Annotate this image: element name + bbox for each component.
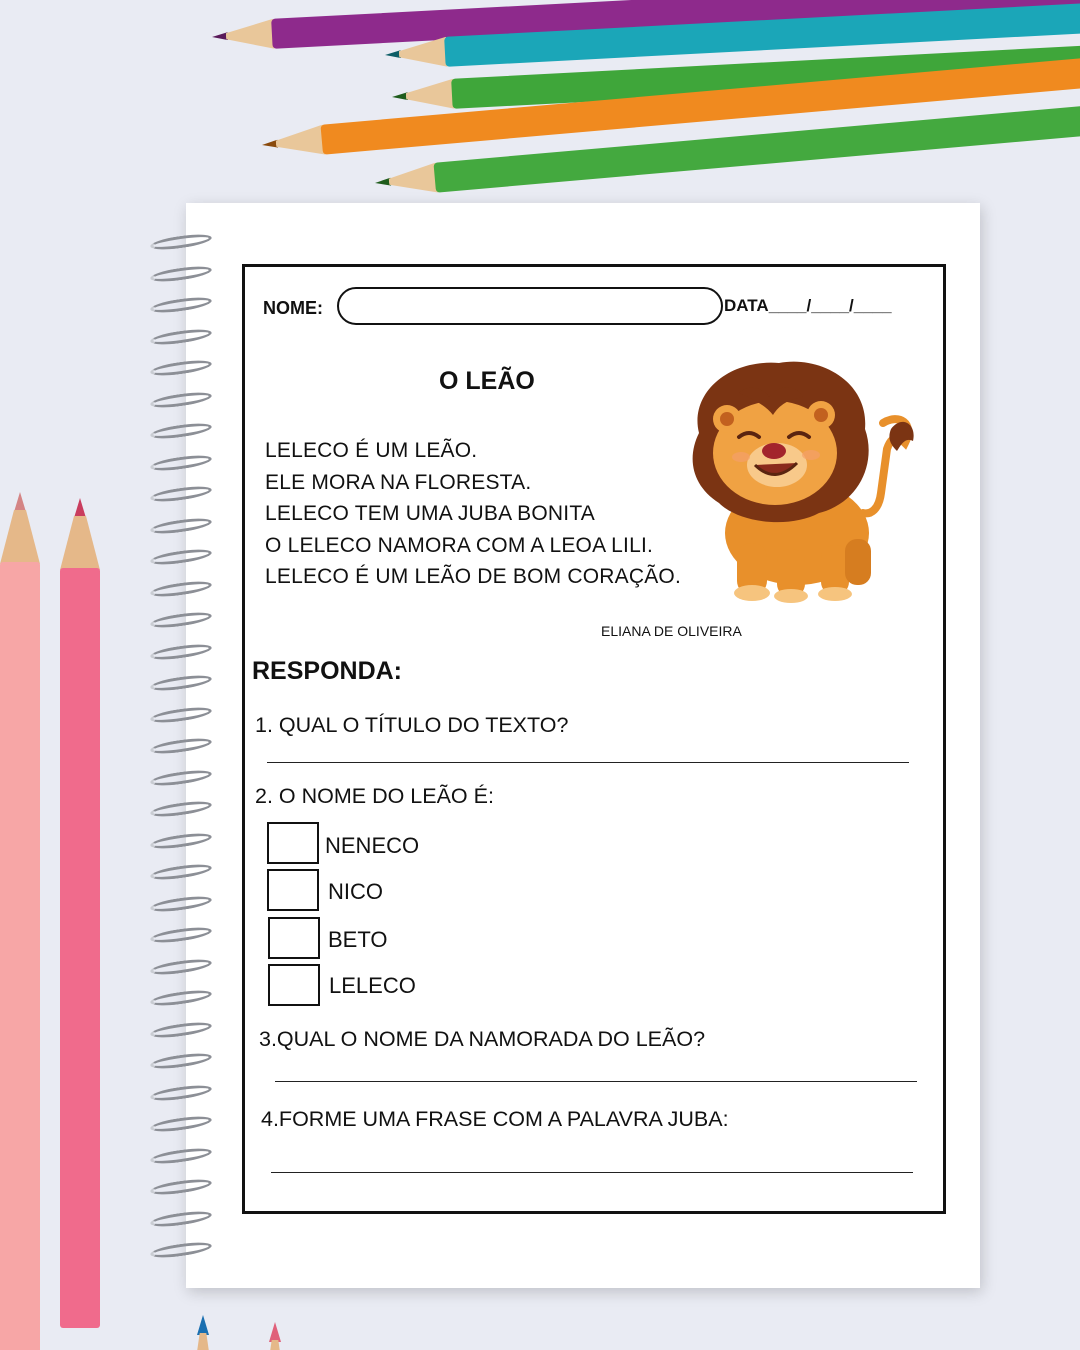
- spiral-ring: [149, 421, 212, 442]
- option-label-beto: BETO: [328, 927, 388, 952]
- name-field[interactable]: [337, 287, 723, 325]
- spiral-ring: [149, 358, 212, 379]
- light-pink-pencil: [0, 492, 40, 1350]
- date-field[interactable]: DATA____/____/____: [724, 296, 892, 315]
- spiral-ring: [149, 1208, 212, 1229]
- worksheet: [242, 264, 946, 1214]
- spiral-ring: [149, 641, 212, 662]
- spiral-ring: [149, 736, 212, 757]
- story-line: LELECO É UM LEÃO.: [265, 439, 478, 462]
- spiral-ring: [149, 326, 212, 347]
- spiral-ring: [149, 799, 212, 820]
- option-checkbox-beto[interactable]: [268, 917, 320, 959]
- spiral-ring: [149, 578, 212, 599]
- story-text: [265, 435, 681, 593]
- spiral-ring: [149, 1177, 212, 1198]
- spiral-ring: [149, 610, 212, 631]
- question-2: 2. O NOME DO LEÃO É:: [255, 784, 494, 808]
- pink-pencil-tip: [264, 1322, 286, 1350]
- blue-pencil-tip: [192, 1315, 214, 1350]
- spiral-ring: [149, 862, 212, 883]
- option-checkbox-nico[interactable]: [267, 869, 319, 911]
- spiral-ring: [149, 1145, 212, 1166]
- answer-line-4[interactable]: [271, 1172, 913, 1173]
- option-checkbox-neneco[interactable]: [267, 822, 319, 864]
- respond-heading: RESPONDA:: [252, 657, 403, 685]
- spiral-ring: [149, 1051, 212, 1072]
- lion-illustration: [669, 353, 925, 603]
- spiral-ring: [149, 389, 212, 410]
- spiral-ring: [149, 925, 212, 946]
- story-line: LELECO É UM LEÃO DE BOM CORAÇÃO.: [265, 565, 681, 588]
- name-label: NOME:: [263, 298, 323, 318]
- spiral-ring: [149, 452, 212, 473]
- answer-line-1[interactable]: [267, 762, 909, 763]
- spiral-binding: [150, 236, 220, 1276]
- story-line: O LELECO NAMORA COM A LEOA LILI.: [265, 533, 654, 557]
- spiral-ring: [149, 263, 212, 284]
- page-title: O LEÃO: [439, 367, 535, 395]
- spiral-ring: [149, 673, 212, 694]
- spiral-ring: [149, 1114, 212, 1135]
- spiral-ring: [149, 956, 212, 977]
- answer-line-3[interactable]: [275, 1081, 917, 1082]
- option-checkbox-leleco[interactable]: [268, 964, 320, 1006]
- question-3: 3.QUAL O NOME DA NAMORADA DO LEÃO?: [259, 1027, 706, 1051]
- spiral-ring: [149, 1240, 212, 1261]
- spiral-ring: [149, 515, 212, 536]
- pink-pencil: [60, 498, 100, 1328]
- option-label-neneco: NENECO: [325, 833, 420, 858]
- spiral-ring: [149, 704, 212, 725]
- spiral-ring: [149, 1019, 212, 1040]
- spiral-ring: [149, 484, 212, 505]
- spiral-ring: [149, 830, 212, 851]
- story-line: ELE MORA NA FLORESTA.: [265, 470, 532, 494]
- question-1: 1. QUAL O TÍTULO DO TEXTO?: [255, 713, 569, 737]
- question-4: 4.FORME UMA FRASE COM A PALAVRA JUBA:: [261, 1107, 729, 1131]
- story-line: LELECO TEM UMA JUBA BONITA: [265, 502, 596, 525]
- spiral-ring: [149, 893, 212, 914]
- author-credit: ELIANA DE OLIVEIRA: [601, 623, 742, 639]
- spiral-ring: [149, 988, 212, 1009]
- spiral-ring: [149, 295, 212, 316]
- option-label-nico: NICO: [328, 879, 383, 904]
- spiral-ring: [149, 547, 212, 568]
- spiral-ring: [149, 1082, 212, 1103]
- spiral-ring: [149, 767, 212, 788]
- option-label-leleco: LELECO: [329, 973, 416, 998]
